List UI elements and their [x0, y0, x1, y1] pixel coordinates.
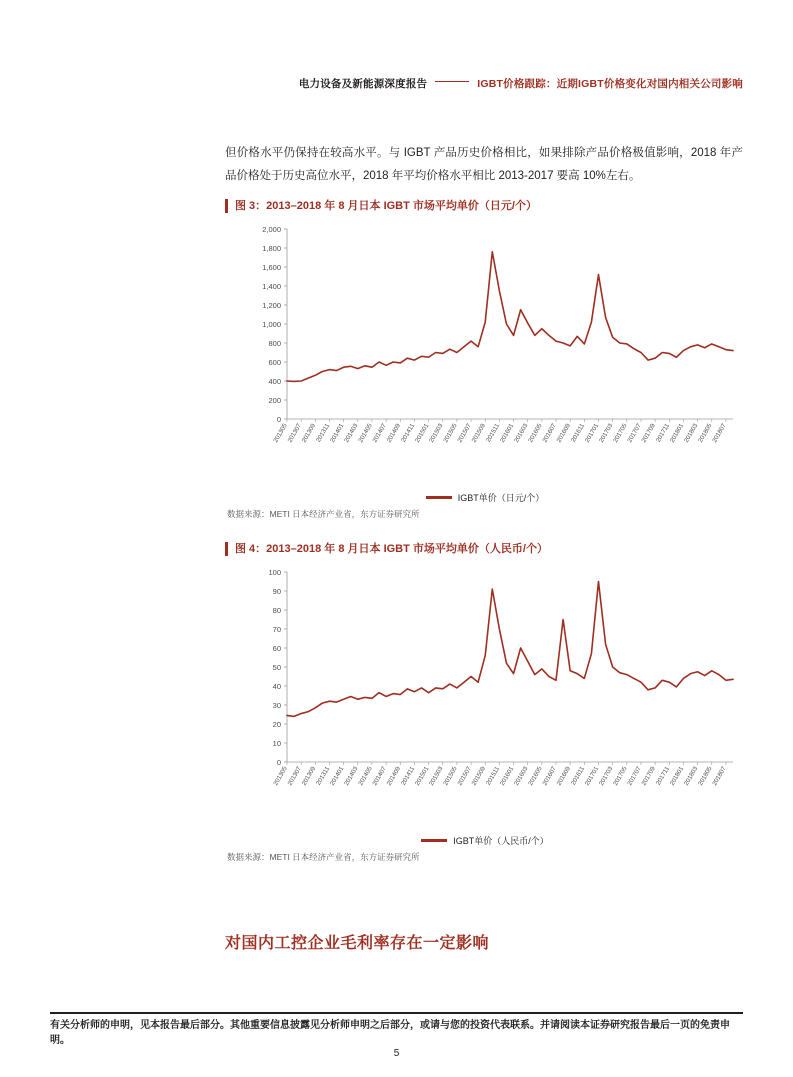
legend-swatch-icon [426, 496, 452, 499]
page-header [0, 76, 793, 91]
svg-text:201307: 201307 [286, 765, 303, 787]
figure-4-chart [225, 562, 745, 832]
svg-text:201511: 201511 [484, 422, 502, 444]
svg-text:201603: 201603 [513, 422, 530, 444]
svg-text:201711: 201711 [654, 422, 672, 444]
figure-4-svg [225, 562, 745, 832]
figure-3-svg [225, 219, 745, 489]
svg-text:1,600: 1,600 [262, 263, 281, 272]
svg-text:20: 20 [272, 720, 281, 729]
svg-text:201509: 201509 [470, 422, 487, 444]
page-number: 5 [393, 1048, 400, 1059]
svg-text:201409: 201409 [385, 422, 403, 444]
svg-text:1,200: 1,200 [262, 301, 281, 310]
svg-text:201311: 201311 [315, 765, 332, 787]
figure-3-chart [225, 219, 745, 489]
svg-text:201507: 201507 [456, 422, 473, 444]
figure-4-legend [225, 834, 745, 847]
svg-text:90: 90 [272, 587, 281, 596]
figure-4-legend-label: IGBT单价（人民币/个） [453, 836, 549, 846]
svg-text:201611: 201611 [569, 422, 587, 444]
svg-text:201601: 201601 [498, 422, 516, 444]
svg-text:201407: 201407 [371, 422, 388, 444]
svg-text:201705: 201705 [612, 765, 629, 787]
svg-text:201505: 201505 [442, 765, 459, 787]
svg-text:201805: 201805 [697, 422, 714, 444]
svg-text:201603: 201603 [513, 765, 530, 787]
footer-disclaimer: 有关分析师的申明，见本报告最后部分。其他重要信息披露见分析师申明之后部分，或请与您的投资代表联系。并请阅读本证券研究报告最后一页的免责申明。 [50, 1020, 730, 1046]
svg-text:70: 70 [272, 625, 281, 634]
svg-text:201801: 201801 [668, 422, 686, 444]
svg-text:201805: 201805 [697, 765, 714, 787]
svg-text:201605: 201605 [527, 765, 544, 787]
svg-text:600: 600 [268, 358, 281, 367]
figure-3-legend [225, 491, 745, 504]
svg-text:201701: 201701 [583, 765, 601, 787]
header-divider-icon [435, 81, 469, 83]
svg-text:201401: 201401 [328, 422, 346, 444]
svg-text:201707: 201707 [626, 422, 643, 444]
figure-4-title: 图 4：2013–2018 年 8 月日本 IGBT 市场平均单价（人民币/个） [225, 542, 745, 556]
svg-text:0: 0 [276, 415, 281, 424]
svg-text:201707: 201707 [626, 765, 643, 787]
svg-text:201405: 201405 [357, 422, 374, 444]
svg-text:1,800: 1,800 [262, 244, 281, 253]
svg-text:201403: 201403 [343, 422, 360, 444]
svg-text:30: 30 [272, 701, 281, 710]
svg-text:201511: 201511 [484, 765, 502, 787]
svg-text:201505: 201505 [442, 422, 459, 444]
svg-text:201807: 201807 [711, 422, 728, 444]
header-report-name: 电力设备及新能源深度报告 [298, 78, 428, 90]
svg-text:201801: 201801 [668, 765, 686, 787]
svg-text:0: 0 [276, 758, 281, 767]
svg-text:201309: 201309 [300, 422, 318, 444]
svg-text:201807: 201807 [711, 765, 728, 787]
svg-text:201803: 201803 [682, 422, 700, 444]
svg-text:201607: 201607 [541, 422, 558, 444]
svg-text:201305: 201305 [272, 765, 289, 787]
svg-text:201509: 201509 [470, 765, 487, 787]
figure-3-legend-label: IGBT单价（日元/个） [457, 493, 545, 503]
svg-text:201803: 201803 [682, 765, 700, 787]
svg-text:201405: 201405 [357, 765, 374, 787]
figure-3-source: 数据来源：METI 日本经济产业省，东方证券研究所 [227, 509, 420, 519]
svg-text:201609: 201609 [555, 765, 572, 787]
svg-text:201605: 201605 [527, 422, 544, 444]
svg-text:201409: 201409 [385, 765, 403, 787]
svg-text:201305: 201305 [272, 422, 289, 444]
svg-text:201607: 201607 [541, 765, 558, 787]
svg-text:400: 400 [268, 377, 281, 386]
svg-text:100: 100 [268, 568, 281, 577]
svg-text:800: 800 [268, 339, 281, 348]
svg-text:201411: 201411 [400, 422, 417, 444]
svg-text:201311: 201311 [315, 422, 332, 444]
figure-3-title: 图 3：2013–2018 年 8 月日本 IGBT 市场平均单价（日元/个） [225, 199, 745, 213]
legend-swatch-icon [421, 839, 447, 842]
figure-4 [225, 542, 745, 863]
section-heading: 对国内工控企业毛利率存在一定影响 [225, 935, 490, 952]
svg-text:201601: 201601 [498, 765, 516, 787]
header-section-title: IGBT价格跟踪：近期IGBT价格变化对国内相关公司影响 [477, 78, 743, 90]
svg-text:1,400: 1,400 [262, 282, 281, 291]
svg-text:201411: 201411 [400, 765, 417, 787]
footer-divider [50, 1012, 743, 1014]
svg-text:201703: 201703 [597, 765, 615, 787]
svg-text:201507: 201507 [456, 765, 473, 787]
svg-text:201709: 201709 [640, 422, 657, 444]
body-paragraph: 但价格水平仍保持在较高水平。与 IGBT 产品历史价格相比，如果排除产品价格极值影响，2018 年产品价格处于历史高位水平，2018 年平均价格水平相比 2013-2017 要高 10%左右。 [225, 147, 743, 182]
svg-text:201711: 201711 [654, 765, 672, 787]
svg-text:201407: 201407 [371, 765, 388, 787]
svg-text:201309: 201309 [300, 765, 318, 787]
svg-text:201701: 201701 [583, 422, 601, 444]
svg-text:201611: 201611 [569, 765, 587, 787]
svg-text:201503: 201503 [428, 422, 445, 444]
svg-text:201403: 201403 [343, 765, 360, 787]
svg-text:201501: 201501 [413, 765, 431, 787]
svg-text:201501: 201501 [413, 422, 431, 444]
svg-text:60: 60 [272, 644, 281, 653]
svg-text:2,000: 2,000 [262, 225, 281, 234]
svg-text:201307: 201307 [286, 422, 303, 444]
svg-text:50: 50 [272, 663, 281, 672]
svg-text:40: 40 [272, 682, 281, 691]
svg-text:201609: 201609 [555, 422, 572, 444]
svg-text:201503: 201503 [428, 765, 445, 787]
svg-text:1,000: 1,000 [262, 320, 281, 329]
svg-text:80: 80 [272, 606, 281, 615]
svg-text:201709: 201709 [640, 765, 657, 787]
svg-text:201703: 201703 [597, 422, 615, 444]
svg-text:201705: 201705 [612, 422, 629, 444]
figure-3 [225, 199, 745, 520]
figure-4-source: 数据来源：METI 日本经济产业省，东方证券研究所 [227, 852, 420, 862]
svg-text:10: 10 [272, 739, 281, 748]
svg-text:201401: 201401 [328, 765, 346, 787]
svg-text:200: 200 [268, 396, 281, 405]
